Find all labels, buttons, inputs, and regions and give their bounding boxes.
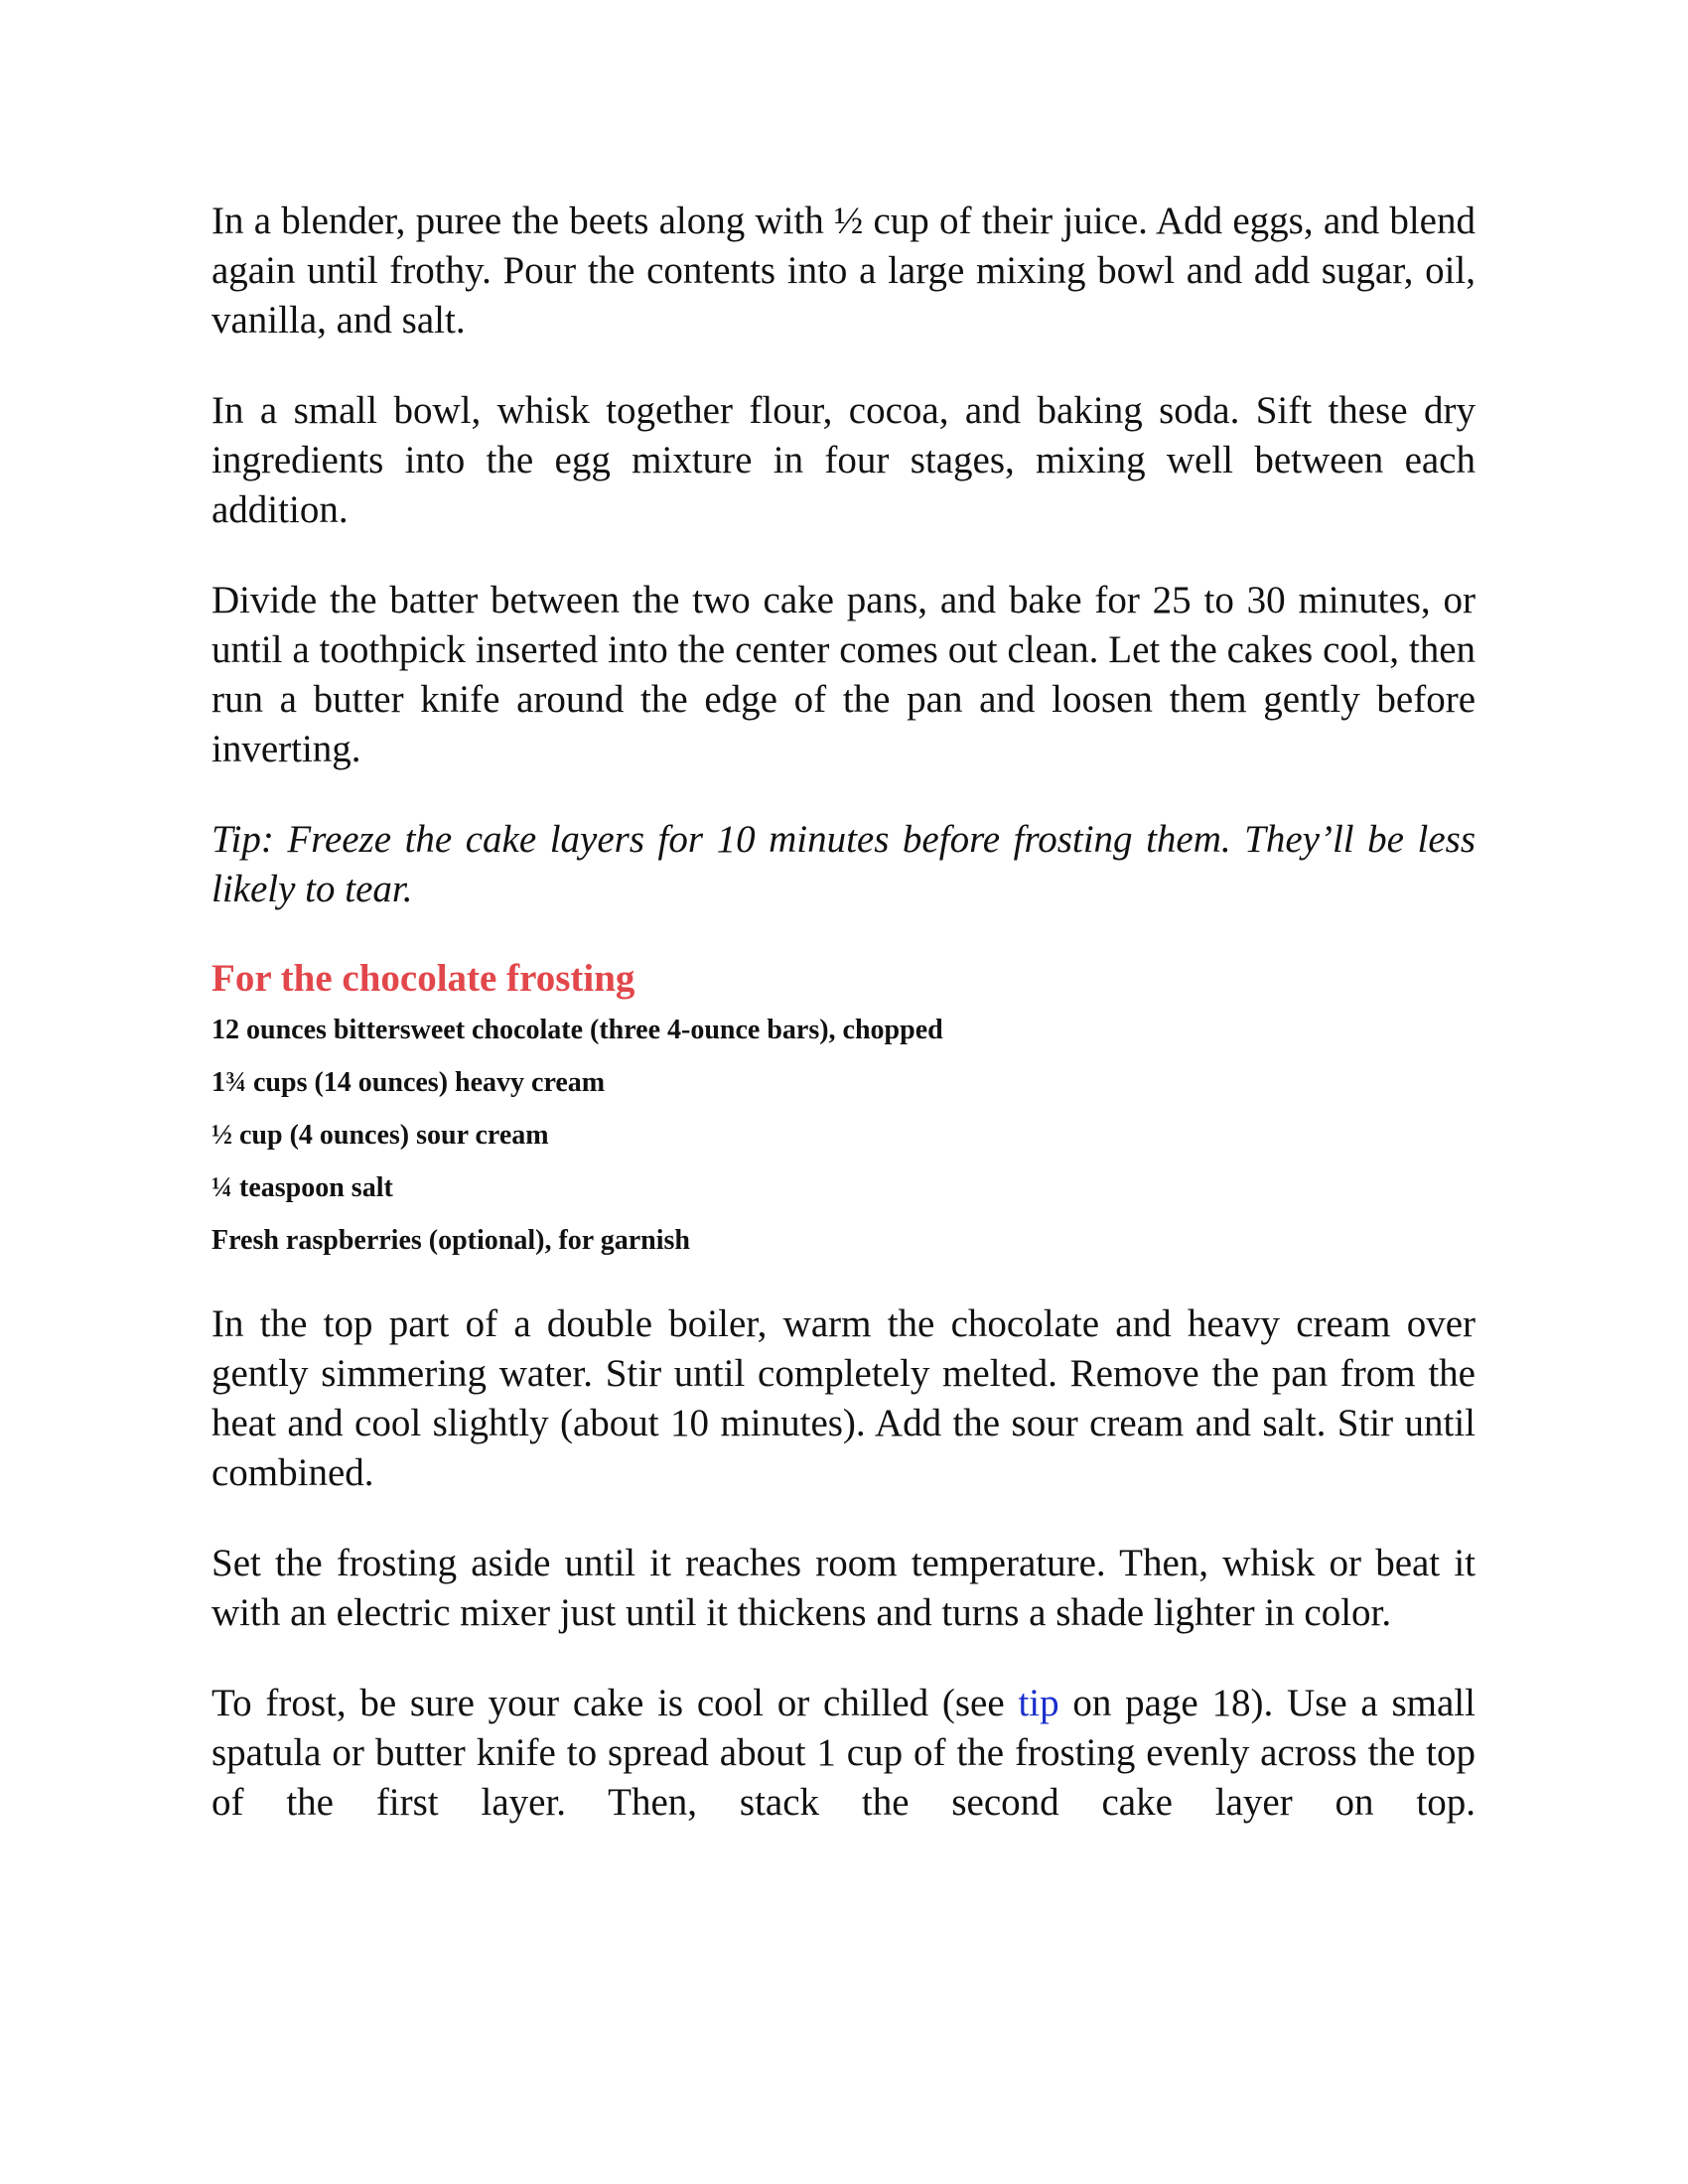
tip-link[interactable]: tip xyxy=(1018,1682,1059,1724)
frost-text-after-link: on page 18). Use a small spatula or butter knife to spread about 1 cup of the frosting evenly across the top of the first layer. Then, stack the second cake layer on top. xyxy=(211,1682,1476,1824)
ingredient-item: 12 ounces bittersweet chocolate (three 4-ounce bars), chopped xyxy=(211,1015,943,1045)
instruction-paragraph-frost xyxy=(211,1679,1476,1828)
tip-paragraph: Tip: Freeze the cake layers for 10 minutes before frosting them. They’ll be less likely to tear. xyxy=(211,818,1476,910)
instruction-paragraph-dry-ingredients: In a small bowl, whisk together flour, cocoa, and baking soda. Sift these dry ingredients into the egg mixture in four stages, mixing well between each addition. xyxy=(211,389,1476,531)
frosting-ingredient-list xyxy=(211,1013,1476,1259)
frost-text-before-link: To frost, be sure your cake is cool or chilled (see xyxy=(211,1682,1019,1724)
instruction-paragraph-whisk: Set the frosting aside until it reaches room temperature. Then, whisk or beat it with an electric mixer just until it thickens and turns a shade lighter in color. xyxy=(211,1542,1476,1634)
frosting-heading: For the chocolate frosting xyxy=(211,957,635,1000)
ingredient-item: ½ cup (4 ounces) sour cream xyxy=(211,1120,549,1151)
instruction-paragraph-puree: In a blender, puree the beets along with ½ cup of their juice. Add eggs, and blend again until frothy. Pour the contents into a large mixing bowl and add sugar, oil, vanilla, and salt. xyxy=(211,200,1476,341)
instruction-paragraph-bake: Divide the batter between the two cake pans, and bake for 25 to 30 minutes, or until a toothpick inserted into the center comes out clean. Let the cakes cool, then run a butter knife around the edge of the pan and loosen them gently before inverting. xyxy=(211,579,1476,770)
ingredient-item: 1¾ cups (14 ounces) heavy cream xyxy=(211,1067,606,1098)
document-page xyxy=(211,197,1476,1868)
ingredient-item: ¼ teaspoon salt xyxy=(211,1172,393,1203)
ingredient-item: Fresh raspberries (optional), for garnish xyxy=(211,1225,690,1256)
instruction-paragraph-melt: In the top part of a double boiler, warm the chocolate and heavy cream over gently simmering water. Stir until completely melted. Remove the pan from the heat and cool slightly (about 10 minutes). Add the sour cream and salt. Stir until combined. xyxy=(211,1302,1476,1494)
